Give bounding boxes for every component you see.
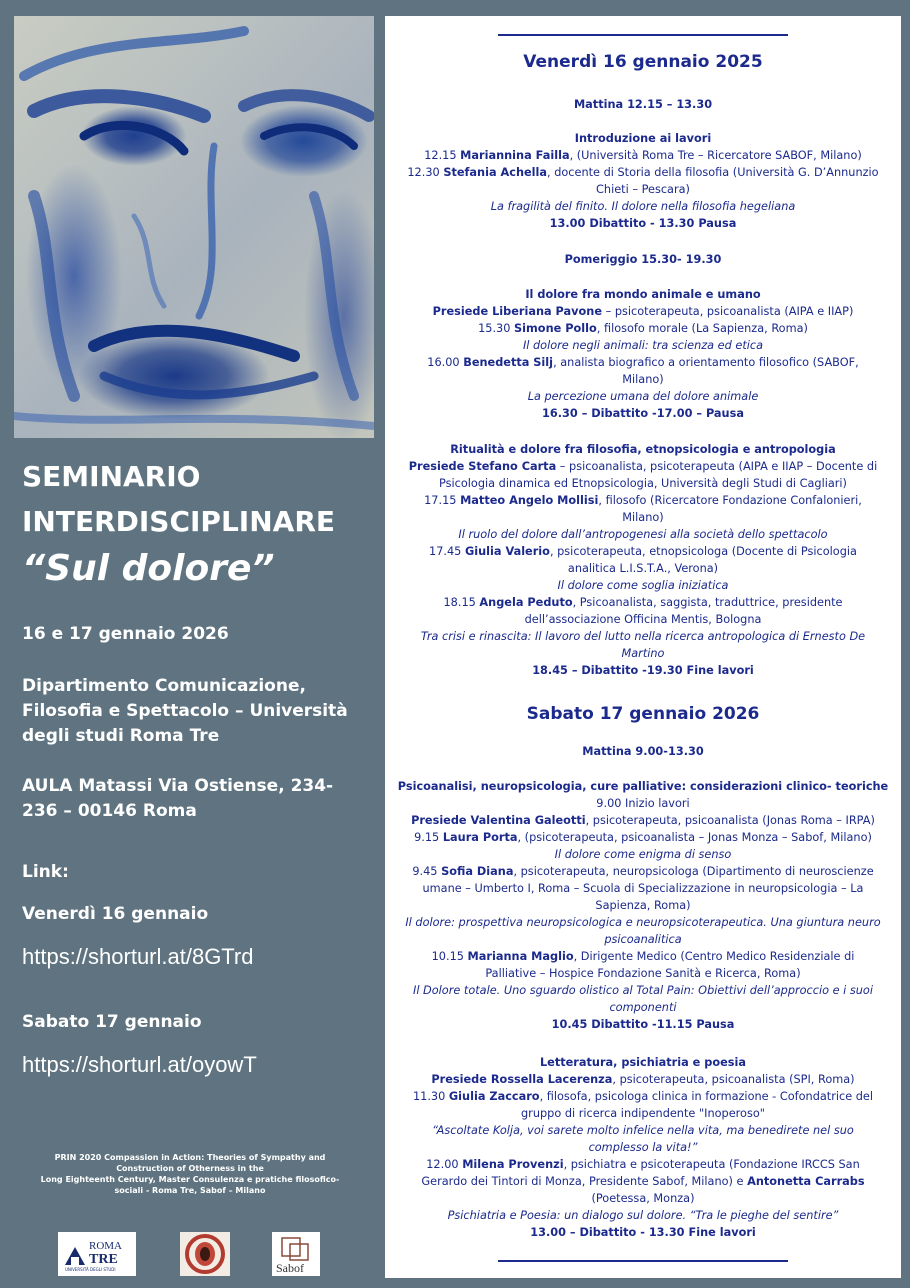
- schedule-note: 10.45 Dibattito -11.15 Pausa: [551, 1018, 735, 1031]
- speaker-role: , filosofo (Ricercatore Fondazione Confalonieri, Milano): [598, 494, 862, 524]
- day2-morning: Mattina 9.00-13.30: [582, 745, 704, 758]
- session-title: Il dolore fra mondo animale e umano: [525, 288, 761, 301]
- friday-link[interactable]: https://shorturl.at/8GTrd: [22, 944, 254, 969]
- speaker-line: [389, 1156, 897, 1207]
- seminar-dates: 16 e 17 gennaio 2026: [22, 624, 229, 644]
- time: 17.45: [429, 545, 465, 558]
- schedule-note: 18.45 – Dibattito -19.30 Fine lavori: [532, 664, 754, 677]
- day1-afternoon: Pomeriggio 15.30- 19.30: [564, 253, 722, 266]
- speaker-name: Marianna Maglio: [467, 950, 574, 963]
- speaker-line: [389, 863, 897, 914]
- speaker-line: [389, 147, 897, 164]
- speaker-role: , (Università Roma Tre – Ricercatore SABOF, Milano): [569, 149, 862, 162]
- talk-title: Il dolore negli animali: tra scienza ed etica: [522, 339, 764, 352]
- department: Dipartimento Comunicazione, Filosofia e Spettacolo – Università degli studi Roma Tre: [22, 676, 348, 746]
- time: 12.15: [424, 149, 461, 162]
- saturday-label: Sabato 17 gennaio: [22, 1012, 202, 1032]
- sabof-logo: [272, 1232, 320, 1276]
- speaker-line: [389, 354, 897, 388]
- talk-title: Il dolore come enigma di senso: [554, 848, 732, 861]
- session-3: [389, 441, 897, 679]
- bottom-rule: [498, 1260, 788, 1262]
- session-title: Letteratura, psichiatria e poesia: [539, 1056, 747, 1069]
- speaker-name: Giulia Valerio: [464, 545, 550, 558]
- talk-title: Psichiatria e Poesia: un dialogo sul dolore. “Tra le pieghe del sentire”: [447, 1209, 839, 1222]
- time: 10.15: [431, 950, 468, 963]
- title-line-3: “Sul dolore”: [22, 548, 275, 589]
- time: 9.15: [414, 831, 443, 844]
- logo-text-sabof: Sabof: [276, 1261, 304, 1275]
- logo-text-univ: UNIVERSITÀ DEGLI STUDI: [65, 1267, 116, 1272]
- session-4: [389, 778, 897, 1033]
- prin-logo: [180, 1232, 230, 1276]
- speaker-role: , filosofo morale (La Sapienza, Roma): [596, 322, 808, 335]
- program-panel: [385, 16, 901, 1278]
- prin-credits: [30, 1152, 350, 1196]
- talk-title: Il ruolo del dolore dall’antropogenesi alla società dello spettacolo: [458, 528, 828, 541]
- chair-name: Presiede Valentina Galeotti: [411, 814, 586, 827]
- speaker-name: Sofia Diana: [441, 865, 514, 878]
- talk-title: La fragilità del finito. Il dolore nella filosofia hegeliana: [490, 200, 796, 213]
- speaker-name: Giulia Zaccaro: [448, 1090, 540, 1103]
- prin-line: sociali - Roma Tre, Sabof – Milano: [114, 1186, 266, 1195]
- talk-title: Il dolore: prospettiva neuropsicologica e neuropsicoterapeutica. Una giuntura neuro psicoanalitica: [405, 916, 881, 946]
- speaker-line: [389, 1088, 897, 1122]
- chair-line: [389, 303, 897, 320]
- chair-line: [389, 812, 897, 829]
- session-title: Ritualità e dolore fra filosofia, etnopsicologia e antropologia: [450, 443, 836, 456]
- artwork-strokes: [14, 16, 374, 438]
- speaker-line: [389, 320, 897, 337]
- day1-morning: Mattina 12.15 – 13.30: [573, 98, 713, 111]
- session-title: Introduzione ai lavori: [574, 132, 712, 145]
- speaker-role: , psicoterapeuta, etnopsicologa (Docente di Psicologia analitica L.I.S.T.A., Verona): [549, 545, 857, 575]
- talk-title: Il Dolore totale. Uno sguardo olistico al Total Pain: Obiettivi dell’approccio e i suoi componenti: [412, 984, 873, 1014]
- day2-title: Sabato 17 gennaio 2026: [526, 704, 760, 724]
- speaker-role: , (psicoterapeuta, psicoanalista – Jonas Monza – Sabof, Milano): [517, 831, 872, 844]
- friday-label: Venerdì 16 gennaio: [22, 904, 209, 924]
- speaker-name: Benedetta Silj: [463, 356, 554, 369]
- speaker-name: Laura Porta: [442, 831, 518, 844]
- roma-tre-logo: [58, 1232, 136, 1276]
- time: 15.30: [478, 322, 515, 335]
- cover-artwork: [14, 16, 374, 438]
- chair-line: [389, 458, 897, 492]
- chair-name: Presiede Stefano Carta: [408, 460, 557, 473]
- chair-role: , psicoterapeuta, psicoanalista (SPI, Roma): [612, 1073, 855, 1086]
- logo-text-tre: TRE: [89, 1252, 118, 1267]
- speaker-role: , psicoterapeuta, neuropsicologa (Dipartimento di neuroscienze umane – Umberto I, Roma – Scuola di Specializzazione in neuropsicologia – La Sapienza, Roma): [422, 865, 874, 912]
- saturday-link[interactable]: https://shorturl.at/oyowT: [22, 1052, 257, 1077]
- session-1: [389, 130, 897, 232]
- talk-title: La percezione umana del dolore animale: [527, 390, 759, 403]
- chair-role: – psicoanalista, psicoterapeuta (AIPA e IIAP – Docente di Psicologia dinamica ed Etnopsicologia, Università degli Studi di Cagliari): [439, 460, 878, 490]
- speaker-line: [389, 543, 897, 577]
- time: 18.15: [443, 596, 480, 609]
- session-5: [389, 1054, 897, 1241]
- top-rule: [498, 34, 788, 36]
- talk-title: “Ascoltate Kolja, voi sarete molto infelice nella vita, ma benedirete nel suo complesso la vita!”: [432, 1124, 854, 1154]
- time: 17.15: [424, 494, 461, 507]
- title-line-1: SEMINARIO: [22, 460, 201, 493]
- chair-name: Presiede Rossella Lacerenza: [431, 1073, 613, 1086]
- speaker-name: Matteo Angelo Mollisi: [460, 494, 599, 507]
- speaker-name: Antonetta Carrabs: [747, 1175, 865, 1188]
- speaker-role: , psichiatra e psicoterapeuta (Fondazione IRCCS San Gerardo dei Tintori di Monza, Presidente Sabof, Milano) e: [421, 1158, 860, 1188]
- chair-role: , psicoterapeuta, psicoanalista (Jonas Roma – IRPA): [585, 814, 875, 827]
- chair-role: – psicoterapeuta, psicoanalista (AIPA e IIAP): [602, 305, 854, 318]
- speaker-name: Stefania Achella: [443, 166, 548, 179]
- opening: 9.00 Inizio lavori: [596, 797, 690, 810]
- speaker-line: [389, 829, 897, 846]
- left-panel: [0, 0, 385, 1288]
- time: 11.30: [412, 1090, 449, 1103]
- speaker-line: [389, 948, 897, 982]
- speaker-role: , Dirigente Medico (Centro Medico Residenziale di Palliative – Hospice Fondazione Sanità e Ricerca, Roma): [485, 950, 855, 980]
- link-label: Link:: [22, 862, 69, 882]
- chair-line: [389, 1071, 897, 1088]
- session-2: [389, 286, 897, 422]
- venue: AULA Matassi Via Ostiense, 234-236 – 00146 Roma: [22, 776, 334, 821]
- time: 9.45: [412, 865, 442, 878]
- time: 12.00: [426, 1158, 463, 1171]
- day1-title: Venerdì 16 gennaio 2025: [523, 52, 763, 72]
- talk-title: Tra crisi e rinascita: Il lavoro del lutto nella ricerca antropologica di Ernesto De Martino: [420, 630, 866, 660]
- schedule-note: 13.00 Dibattito - 13.30 Pausa: [549, 217, 737, 230]
- chair-name: Presiede Liberiana Pavone: [432, 305, 602, 318]
- speaker-role: , docente di Storia della filosofia (Università G. D’Annunzio Chieti – Pescara): [547, 166, 879, 196]
- speaker-name: Mariannina Failla: [460, 149, 570, 162]
- speaker-role: (Poetessa, Monza): [591, 1192, 695, 1205]
- speaker-role: , Psicoanalista, saggista, traduttrice, presidente dell’associazione Officina Mentis, Bologna: [524, 596, 843, 626]
- speaker-role: , filosofa, psicologa clinica in formazione - Cofondatrice del gruppo di ricerca indipendente "Inoperoso": [521, 1090, 874, 1120]
- speaker-name: Simone Pollo: [514, 322, 597, 335]
- title-line-2: INTERDISCIPLINARE: [22, 505, 336, 538]
- schedule-note: 16.30 – Dibattito -17.00 – Pausa: [542, 407, 744, 420]
- session-title: Psicoanalisi, neuropsicologia, cure palliative: considerazioni clinico- teoriche: [397, 780, 889, 793]
- time: 12.30: [407, 166, 444, 179]
- speaker-name: Angela Peduto: [479, 596, 573, 609]
- speaker-line: [389, 492, 897, 526]
- time: 16.00: [427, 356, 464, 369]
- prin-line: Construction of Otherness in the: [116, 1164, 264, 1173]
- talk-title: Il dolore come soglia iniziatica: [557, 579, 729, 592]
- prin-line: Long Eighteenth Century, Master Consulenza e pratiche filosofico-: [40, 1175, 340, 1184]
- prin-line: PRIN 2020 Compassion in Action: Theories of Sympathy and: [54, 1153, 326, 1162]
- speaker-name: Milena Provenzi: [462, 1158, 564, 1171]
- speaker-line: [389, 594, 897, 628]
- speaker-role: , analista biografico a orientamento filosofico (SABOF, Milano): [553, 356, 859, 386]
- schedule-note: 13.00 – Dibattito - 13.30 Fine lavori: [530, 1226, 756, 1239]
- speaker-line: [389, 164, 897, 198]
- logo-text-roma: ROMA: [89, 1240, 123, 1252]
